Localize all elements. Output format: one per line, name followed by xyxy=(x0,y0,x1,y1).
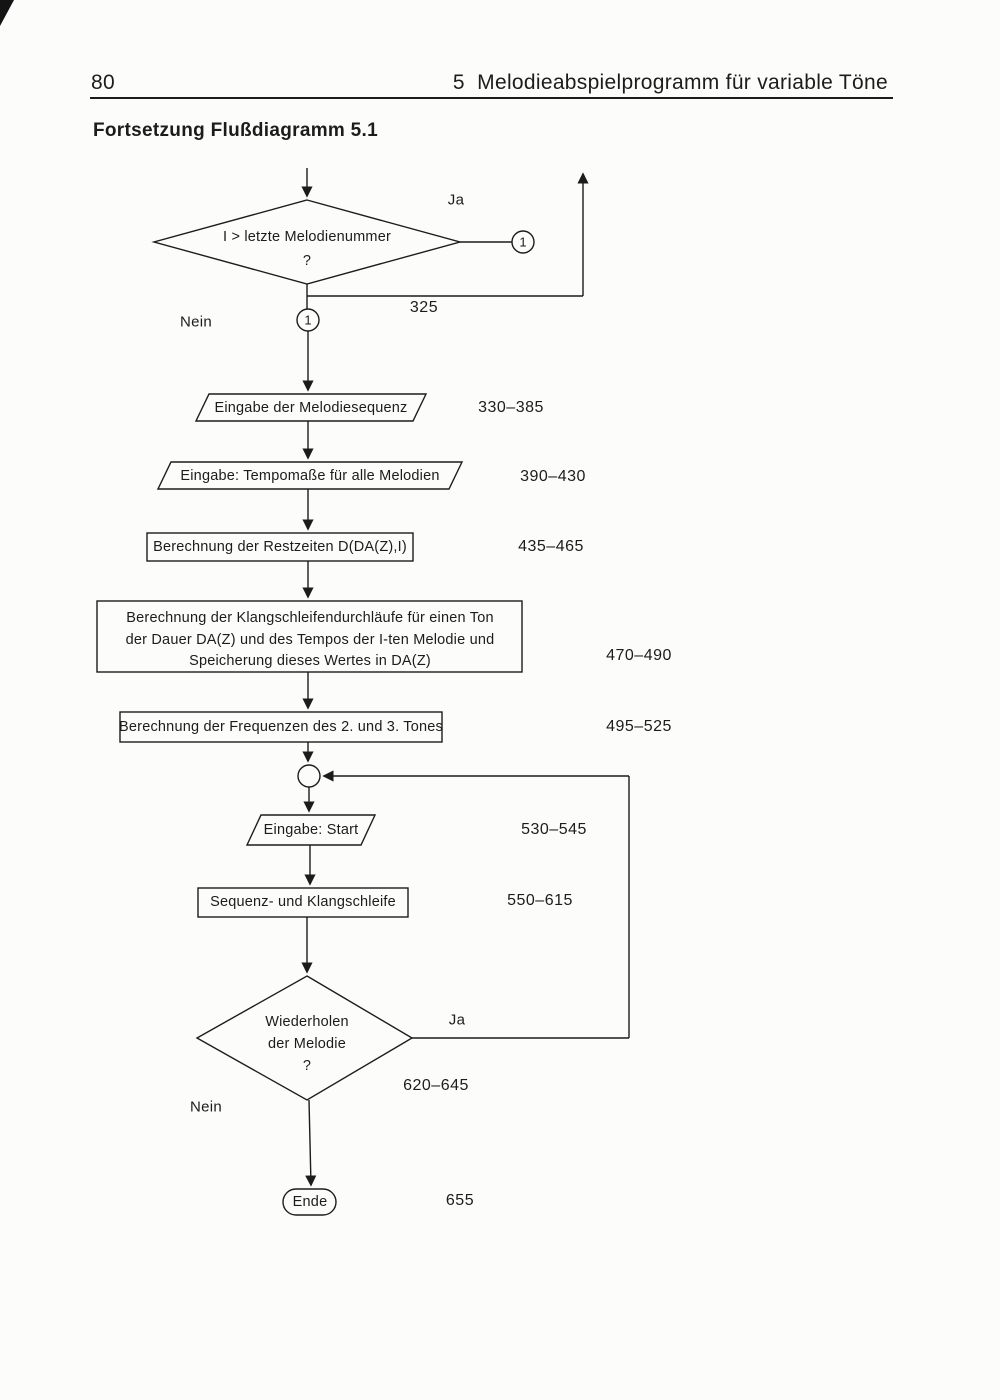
figure-title: Fortsetzung Flußdiagramm 5.1 xyxy=(93,120,378,141)
process-klangschleifen-text-line3: Speicherung dieses Wertes in DA(Z) xyxy=(189,653,431,669)
process-sequenz-text: Sequenz- und Klangschleife xyxy=(210,894,396,910)
chapter-title: Melodieabspielprogramm für variable Töne xyxy=(477,71,888,94)
process-klangschleifen-text-line1: Berechnung der Klangschleifendurchläufe für einen Ton xyxy=(126,610,494,626)
decision-repeat-text-line2: der Melodie xyxy=(268,1036,346,1052)
lines-label-495-525: 495–525 xyxy=(606,718,672,735)
junction-circle-shape xyxy=(298,765,320,787)
lines-label-550-615: 550–615 xyxy=(507,892,573,909)
connector-1-right-label: 1 xyxy=(519,234,527,250)
input-start-text: Eingabe: Start xyxy=(263,822,359,838)
lines-label-390-430: 390–430 xyxy=(520,468,586,485)
process-frequenzen-text: Berechnung der Frequenzen des 2. und 3. Tones xyxy=(119,719,443,735)
decision-repeat-yes-label: Ja xyxy=(448,1011,466,1029)
input-tempo-text: Eingabe: Tempomaße für alle Melodien xyxy=(180,468,440,484)
process-restzeiten-text: Berechnung der Restzeiten D(DA(Z),I) xyxy=(153,539,407,555)
lines-label-655: 655 xyxy=(445,1192,475,1209)
decision-top-text-line2: ? xyxy=(302,253,312,269)
page-number: 80 xyxy=(91,71,115,94)
chapter-number: 5 xyxy=(452,71,465,94)
decision-repeat-text-line3: ? xyxy=(302,1058,312,1074)
decision-top-no-label: Nein xyxy=(179,313,213,331)
decision-repeat-no-label: Nein xyxy=(189,1098,223,1116)
lines-label-325: 325 xyxy=(409,299,439,316)
decision-repeat-text-line1: Wiederholen xyxy=(265,1014,349,1030)
lines-label-620-645: 620–645 xyxy=(403,1077,469,1094)
decision-top-text-line1: I > letzte Melodienummer xyxy=(223,229,391,245)
decision-top-yes-label: Ja xyxy=(447,191,465,209)
connector-1-below-label: 1 xyxy=(304,312,312,328)
lines-label-330-385: 330–385 xyxy=(478,399,544,416)
edge-decision2-end xyxy=(309,1100,311,1185)
lines-label-470-490: 470–490 xyxy=(606,647,672,664)
lines-label-530-545: 530–545 xyxy=(521,821,587,838)
terminal-end-text: Ende xyxy=(292,1194,328,1210)
process-klangschleifen-text-line2: der Dauer DA(Z) und des Tempos der I-ten Melodie und xyxy=(125,632,495,648)
lines-label-435-465: 435–465 xyxy=(518,538,584,555)
input-melodiesequenz-text: Eingabe der Melodiesequenz xyxy=(214,400,408,416)
